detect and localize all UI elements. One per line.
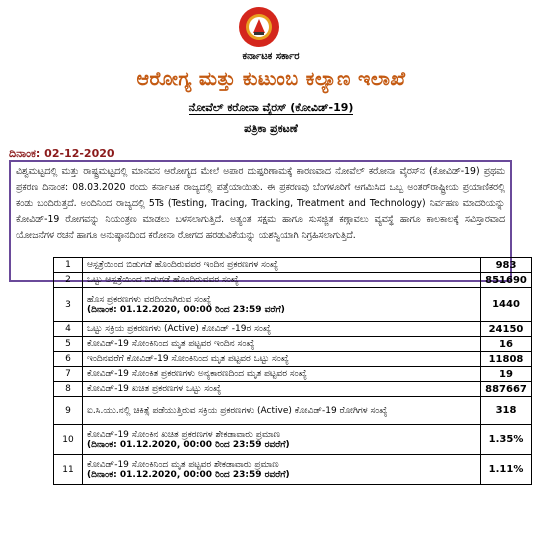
row-value: 1.11% bbox=[481, 455, 532, 485]
karnataka-emblem-icon bbox=[238, 6, 280, 48]
row-description bbox=[83, 322, 481, 337]
row-number: 10 bbox=[54, 425, 83, 455]
row-value: 11808 bbox=[481, 352, 532, 367]
table-row bbox=[54, 455, 532, 485]
row-number: 6 bbox=[54, 352, 83, 367]
row-description-main: ಇಂದಿನವರೆಗೆ ಕೋವಿಡ್-19 ಸೋಂಕಿನಿಂದ ಮೃತ ಪಟ್ಟವರ ಒಟ್ಟು ಸಂಖ್ಯೆ bbox=[87, 354, 289, 364]
row-description-main: ಒಟ್ಟು ಆಸ್ಪತ್ರೆಯಿಂದ ಬಿಡುಗಡೆ ಹೊಂದಿರುವವರ ಸಂಖ್ಯೆ bbox=[87, 275, 239, 285]
row-description bbox=[83, 397, 481, 425]
row-description bbox=[83, 288, 481, 322]
row-description bbox=[83, 382, 481, 397]
table-row bbox=[54, 337, 532, 352]
table-row bbox=[54, 288, 532, 322]
row-value: 1.35% bbox=[481, 425, 532, 455]
row-value: 16 bbox=[481, 337, 532, 352]
release-date bbox=[9, 147, 115, 161]
intro-paragraph: ವಿಶ್ವಮಟ್ಟದಲ್ಲಿ ಮತ್ತು ರಾಷ್ಟ್ರಮಟ್ಟದಲ್ಲಿ ಮಾನವನ ಆರೋಗ್ಯದ ಮೇಲೆ ಅಪಾರ ದುಷ್ಪರಿಣಾಮಕ್ಕೆ ಕಾರಣವಾದ ನೋವೆಲ್ ಕರೋನಾ ವೈರಸ್‌ನ (ಕೋವಿಡ್-19) ಪ್ರಥಮ ಪ್ರಕರಣ ದಿನಾಂಕ: 08.03.2020 ರಂದು ಕರ್ನಾಟಕ ರಾಜ್ಯದಲ್ಲಿ ಪತ್ತೆಯಾಯಿತು. ಈ ಪ್ರಕರಣವು ಬೆಂಗಳೂರಿಗೆ ಆಗಮಿಸಿದ ಒಬ್ಬ ಅಂತರ್‌ರಾಷ್ಟ್ರೀಯ ಪ್ರಯಾಣಿಕರಲ್ಲಿ ಕಂಡು ಬಂದಿರುತ್ತದೆ. ಅಂದಿನಿಂದ ರಾಜ್ಯದಲ್ಲಿ 5Ts (Testing, Tracing, Tracking, Treatment and Technology) ನಿರ್ವಹಣ ಮಾದರಿಯನ್ನು ಕೋವಿಡ್-19 ರೋಗವನ್ನು ನಿಯಂತ್ರಣ ಮಾಡಲು ಬಳಸಲಾಗುತ್ತಿದೆ. ಅತ್ಯಂತ ಸಕ್ಷಮ ಹಾಗೂ ಸುಸಜ್ಜಿತ ಕಣ್ಗಾವಲು ವ್ಯವಸ್ಥೆ ಹಾಗೂ ಕಾಲಕಾಲಕ್ಕೆ ಸವಿಸ್ತಾರವಾದ ಯೋಜನೆಗಳ ರಚನೆ ಹಾಗೂ ಅನುಷ್ಠಾನದಿಂದ ಕರೋನಾ ರೋಗದ ಹರಡುವಿಕೆಯನ್ನು ಯಶಸ್ವಿಯಾಗಿ ನಿಗ್ರಹಿಸಲಾಗುತ್ತಿದೆ. bbox=[9, 160, 512, 282]
table-row bbox=[54, 425, 532, 455]
subject-text: ನೋವೆಲ್ ಕರೋನಾ ವೈರಸ್ (ಕೋವಿಡ್-19) bbox=[188, 101, 354, 114]
row-number: 1 bbox=[54, 258, 83, 273]
row-value: 318 bbox=[481, 397, 532, 425]
row-description-main: ಕೋವಿಡ್-19 ಸೋಂಕಿನಿಂದ ಮೃತ ಪಟ್ಟವರ ಇಂದಿನ ಸಂಖ್ಯೆ bbox=[87, 339, 255, 349]
row-number: 2 bbox=[54, 273, 83, 288]
row-description bbox=[83, 258, 481, 273]
press-release-label: ಪತ್ರಿಕಾ ಪ್ರಕಟಣೆ bbox=[244, 122, 298, 135]
table-row bbox=[54, 273, 532, 288]
row-description-main: ಕೋವಿಡ್-19 ಖಚಿತ ಪ್ರಕರಣಗಳ ಒಟ್ಟು ಸಂಖ್ಯೆ bbox=[87, 384, 222, 394]
row-value: 24150 bbox=[481, 322, 532, 337]
row-number: 11 bbox=[54, 455, 83, 485]
table-row bbox=[54, 322, 532, 337]
row-description-date-range: (ದಿನಾಂಕ: 01.12.2020, 00:00 ರಿಂದ 23:59 ವರೆಗೆ) bbox=[87, 304, 285, 315]
row-number: 3 bbox=[54, 288, 83, 322]
table-row bbox=[54, 352, 532, 367]
row-description-main: ಹೊಸ ಪ್ರಕರಣಗಳು ವರದಿಯಾಗಿರುವ ಸಂಖ್ಯೆ bbox=[87, 294, 212, 305]
row-description bbox=[83, 367, 481, 382]
table-row bbox=[54, 367, 532, 382]
row-description-main: ಕೋವಿಡ್-19 ಸೋಂಕಿತ ಪ್ರಕರಣಗಳು ಅನ್ಯಕಾರಣದಿಂದ ಮೃತ ಪಟ್ಟವರ ಸಂಖ್ಯೆ bbox=[87, 369, 307, 379]
row-value: 887667 bbox=[481, 382, 532, 397]
table-row bbox=[54, 397, 532, 425]
date-value: 02-12-2020 bbox=[44, 147, 115, 160]
row-description bbox=[83, 352, 481, 367]
row-description-main: ಐ.ಸಿ.ಯು.ನಲ್ಲಿ ಚಿಕಿತ್ಸೆ ಪಡೆಯುತ್ತಿರುವ ಸಕ್ರಿಯ ಪ್ರಕರಣಗಳು (Active) ಕೋವಿಡ್-19 ರೋಗಿಗಳ ಸಂಖ್ಯೆ bbox=[87, 405, 388, 416]
table-row bbox=[54, 382, 532, 397]
subject-heading bbox=[0, 101, 542, 115]
row-description-main: ಕೋವಿಡ್-19 ಸೋಂಕಿನ ಖಚಿತ ಪ್ರಕರಣಗಳ ಶೇಕಡಾವಾರು ಪ್ರಮಾಣ bbox=[87, 429, 281, 440]
date-label: ದಿನಾಂಕ: bbox=[9, 147, 41, 160]
row-description-main: ಆಸ್ಪತ್ರೆಯಿಂದ ಬಿಡುಗಡೆ ಹೊಂದಿರುವವರ ಇಂದಿನ ಪ್ರಕರಣಗಳ ಸಂಖ್ಯೆ bbox=[87, 260, 279, 270]
row-number: 7 bbox=[54, 367, 83, 382]
row-description bbox=[83, 425, 481, 455]
table-row bbox=[54, 258, 532, 273]
row-number: 8 bbox=[54, 382, 83, 397]
row-value: 983 bbox=[481, 258, 532, 273]
row-value: 19 bbox=[481, 367, 532, 382]
department-title: ಆರೋಗ್ಯ ಮತ್ತು ಕುಟುಂಬ ಕಲ್ಯಾಣ ಇಲಾಖೆ bbox=[136, 68, 406, 90]
government-name: ಕರ್ನಾಟಕ ಸರ್ಕಾರ bbox=[242, 51, 300, 62]
statistics-table bbox=[53, 257, 532, 485]
row-number: 4 bbox=[54, 322, 83, 337]
row-value: 1440 bbox=[481, 288, 532, 322]
row-description bbox=[83, 455, 481, 485]
row-description bbox=[83, 273, 481, 288]
row-number: 5 bbox=[54, 337, 83, 352]
row-description bbox=[83, 337, 481, 352]
row-description-main: ಒಟ್ಟು ಸಕ್ರಿಯ ಪ್ರಕರಣಗಳು (Active) ಕೋವಿಡ್ -19ರ ಸಂಖ್ಯೆ bbox=[87, 324, 272, 334]
row-number: 9 bbox=[54, 397, 83, 425]
row-description-date-range: (ದಿನಾಂಕ: 01.12.2020, 00:00 ರಿಂದ 23:59 ರವರೆಗೆ) bbox=[87, 469, 290, 480]
row-description-main: ಕೋವಿಡ್-19 ಸೋಂಕಿನಿಂದ ಮೃತ ಪಟ್ಟವರ ಶೇಕಡಾವಾರು ಪ್ರಮಾಣ bbox=[87, 459, 279, 470]
row-value: 851690 bbox=[481, 273, 532, 288]
row-description-date-range: (ದಿನಾಂಕ: 01.12.2020, 00:00 ರಿಂದ 23:59 ರವರೆಗೆ) bbox=[87, 439, 290, 450]
